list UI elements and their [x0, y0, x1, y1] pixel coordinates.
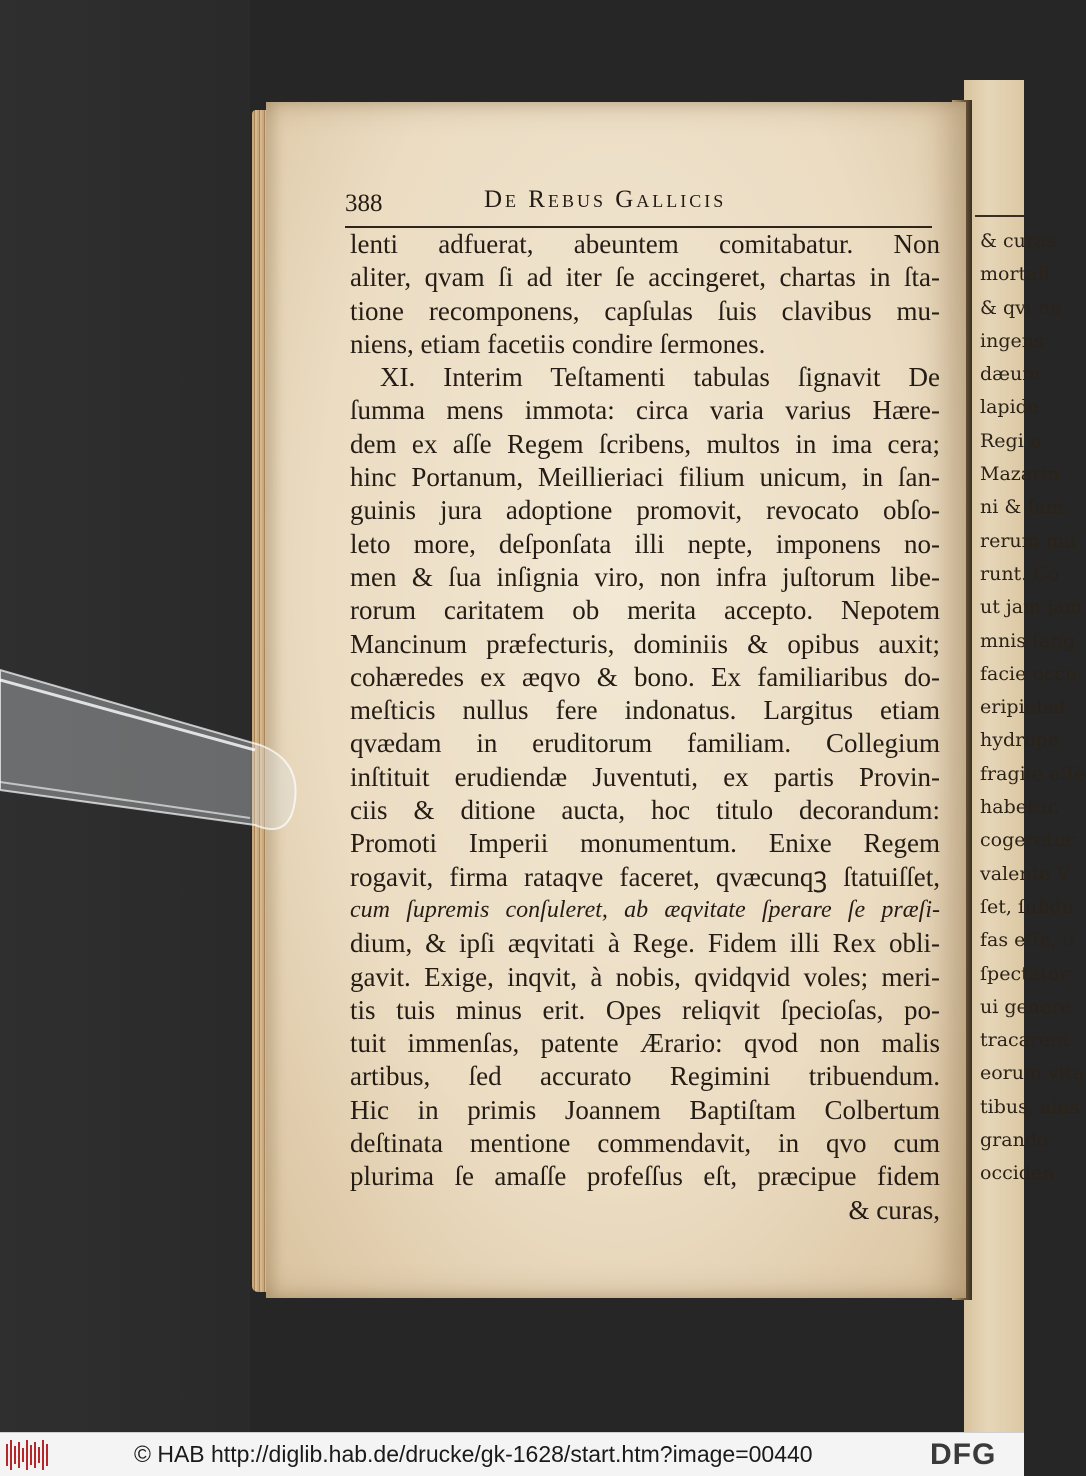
text-line: artibus, ſed accurato Regimini tribuendum.	[350, 1061, 940, 1092]
facing-page-fragment: mnis ſang	[980, 629, 1075, 652]
text-line: leto more, deſponſata illi nepte, imponens no-	[350, 528, 940, 559]
catchword: & curas,	[848, 1194, 940, 1225]
facing-page-fragment: mortali	[980, 263, 1050, 286]
text-line: Mancinum præfecturis, dominiis & opibus auxit;	[350, 628, 940, 659]
text-line: rogavit, firma rataqve faceret, qvæcunqꝫ ſtatuiſſet,	[350, 861, 940, 892]
facing-page-fragment: ni & fam	[980, 496, 1064, 519]
facing-page-fragment: Mazarin	[980, 463, 1060, 486]
facing-page-fragment: facie occu	[980, 662, 1078, 685]
text-line: XI. Interim Teſtamenti tabulas ſignavit De	[380, 362, 940, 393]
facing-page-fragment: ſpectator	[980, 962, 1069, 985]
facing-page	[964, 80, 1086, 1475]
facing-page-rule	[975, 215, 1024, 217]
facing-page-fragment: grando	[980, 1129, 1049, 1152]
page-clip	[0, 650, 300, 850]
text-line: rorum caritatem ob merita accepto. Nepotem	[350, 595, 940, 626]
attribution-link[interactable]: © HAB http://diglib.hab.de/drucke/gk-1628/start.htm?image=00440	[134, 1441, 813, 1467]
facing-page-fragment: hydrope	[980, 729, 1060, 752]
facing-page-fragment: dæum	[980, 363, 1041, 386]
text-line: tuit immenſas, patente Ærario: qvod non malis	[350, 1028, 940, 1059]
text-line: ciis & ditione aucta, hoc titulo decorandum:	[350, 795, 940, 826]
facing-page-fragment: fragile eſſe	[980, 762, 1086, 785]
facing-page-fragment: cogeretur	[980, 829, 1075, 852]
facing-page-fragment: & curas	[980, 230, 1056, 252]
text-line: Hic in primis Joannem Baptiſtam Colbertum	[350, 1094, 940, 1125]
text-line: lenti adfuerat, abeuntem comitabatur. Non	[350, 229, 940, 259]
facing-page-fragment: lapide	[980, 396, 1040, 419]
text-line: dium, & ipſi æqvitati à Rege. Fidem illi Rex obli-	[350, 928, 940, 959]
footer-bar	[0, 1432, 1024, 1476]
hab-barcode-logo-icon	[6, 1440, 48, 1470]
page-text	[350, 228, 940, 1227]
running-title: De Rebus Gallicis	[484, 186, 727, 213]
facing-page-fragment: & qvi ne	[980, 296, 1062, 319]
text-line: meſticis nullus fere indonatus. Largitus etiam	[350, 695, 940, 726]
facing-page-fragment: occiden	[980, 1162, 1055, 1185]
text-line: gavit. Exige, inqvit, à nobis, qvidqvid voles; meri-	[350, 961, 940, 992]
facing-page-fragment: rerum mu	[980, 529, 1076, 552]
facing-page-fragment: runt. Co	[980, 562, 1060, 585]
text-line: tis tuis minus erit. Opes reliqvit ſpecioſas, po-	[350, 994, 940, 1025]
facing-page-fragment: ui genere	[980, 995, 1072, 1018]
text-line: tione recomponens, capſulas ſuis clavibus mu-	[350, 295, 940, 326]
text-line: niens, etiam facetiis condire ſermones.	[350, 328, 766, 359]
text-line: cohæredes ex æqvo & bono. Ex familiaribus do-	[350, 661, 940, 692]
text-line: cum ſupremis conſuleret, ab æqvitate ſperare ſe præſi-	[350, 896, 940, 923]
facing-page-fragment: eorum vita	[980, 1062, 1084, 1085]
text-line: plurima ſe amaſſe profeſſus eſt, præcipue fidem	[350, 1161, 940, 1192]
text-line: dem ex aſſe Regem ſcribens, multos in ima cera;	[350, 428, 940, 459]
text-line: men & ſua inſignia viro, non infra juſtorum libe-	[350, 561, 940, 592]
facing-page-fragment: ut jam jam	[980, 596, 1083, 619]
text-line: ſumma mens immota: circa varia varius Hære-	[350, 395, 940, 426]
facing-page-fragment: ſet, ſubdu	[980, 895, 1074, 918]
facing-page-fragment: fas eſſe, u	[980, 929, 1076, 952]
facing-page-fragment: eripiebat	[980, 696, 1068, 719]
dfg-logo: DFG	[930, 1438, 997, 1471]
text-line: guinis jura adoptione promovit, revocato obſo-	[350, 495, 940, 526]
text-line: aliter, qvam ſi ad iter ſe accingeret, chartas in ſta-	[350, 262, 940, 293]
text-line: deſtinata mentione commendavit, in qvo cum	[350, 1128, 940, 1159]
facing-page-fragment: tibus, aliis	[980, 1095, 1080, 1118]
facing-page-fragment: tracarent	[980, 1029, 1071, 1052]
page-number: 388	[345, 190, 383, 217]
text-line: Promoti Imperii monumentum. Enixe Regem	[350, 828, 940, 859]
facing-page-fragment: valente V	[980, 862, 1071, 885]
facing-page-fragment: ingens	[980, 329, 1044, 352]
text-line: hinc Portanum, Meillieriaci filium unicum, in ſan-	[350, 462, 940, 493]
text-line: qvædam in eruditorum familiam. Collegium	[350, 728, 940, 759]
text-line: inſtituit erudiendæ Juventuti, ex partis Provin-	[350, 761, 940, 792]
facing-page-fragment: Regi o	[980, 429, 1042, 452]
facing-page-fragment: habetur.	[980, 796, 1060, 819]
